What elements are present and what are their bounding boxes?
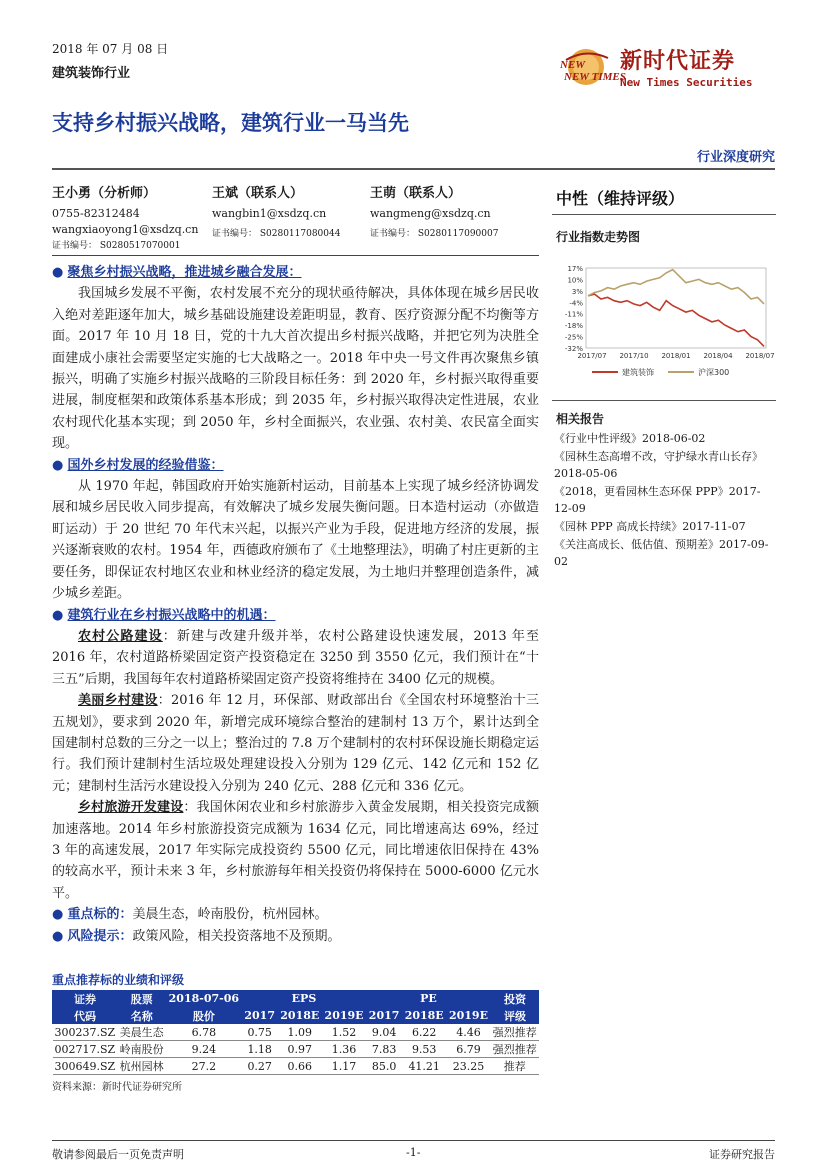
table-header-cell: 2019E [322,1007,366,1024]
rating: 中性（维持评级） [556,189,685,208]
x-tick-label: 2017/10 [619,352,649,360]
table-header-cell: 股票 [118,990,166,1007]
table-header-cell: EPS [242,990,366,1007]
y-tick-label: 10% [567,276,583,285]
table-cell: 0.75 [242,1024,278,1041]
table-cell: 1.36 [322,1041,366,1058]
table-cell: 6.22 [402,1024,446,1041]
table-header-cell: 投资 [491,990,539,1007]
bullet-icon: ● [52,907,64,923]
paragraph-label: 农村公路建设 [78,628,163,644]
table-cell: 0.66 [278,1058,322,1075]
y-tick-label: -25% [564,333,583,342]
y-tick-label: -18% [564,322,583,331]
table-cell: 23.25 [446,1058,490,1075]
section-paragraph: 我国城乡发展不平衡，农村发展不充分的现状亟待解决，具体体现在城乡居民收入绝对差距逐年加大，城乡基础设施建设差距明显，教育、医疗资源分配不均衡等方面。2017 年 10 月 18 日，党的十九大首次提出乡村振兴战略，并把它列为决胜全面建成小康社会需要坚定实施的七大战略之一。2018 年中央一号文件再次聚焦乡镇振兴，明确了实施乡村振兴战略的三阶段目标任务：到 2020 年，乡村振兴取得重要进展，制度框架和政策体系基本形成；到 2035 年，乡村振兴取得决定性进展，农业农村现代化基本实现；到 2050 年，乡村全面振兴，农业强、农村美、农民富全面实现。 [52,286,539,452]
analyst-email[interactable]: wangbin1@xsdzq.cn [212,207,327,220]
table-header-cell: 证券 [53,990,118,1007]
analyst-email[interactable]: wangmeng@xsdzq.cn [370,207,491,220]
report-type: 行业深度研究 [696,150,775,165]
table-header-cell: 股价 [166,1007,242,1024]
section-paragraph: 从 1970 年起，韩国政府开始实施新村运动，目前基本上实现了城乡经济协调发展和城乡居民收入同步提高，有效解决了城乡发展失衡问题。日本造村运动（亦做造町运动）于 20 世纪 70 年代末兴起，以振兴产业为手段，促进地方经济的发展，振兴逐渐衰败的农村。1954 年，西德政府颁布了《土地整理法》，明确了村庄更新的主要任务，即保证农村地区农业和林业经济的稳定发展，为土地归并整理创造条件，减少城乡差距。 [52,479,539,602]
section-heading: 国外乡村发展的经验借鉴： [67,457,224,473]
legend-label: 建筑装饰 [622,368,654,377]
focus-text: 美晨生态，岭南股份，杭州园林。 [132,907,328,923]
table-source: 资料来源：新时代证券研究所 [52,1082,182,1093]
index-chart [552,256,776,386]
table-cell: 1.18 [242,1041,278,1058]
section-heading: 聚焦乡村振兴战略，推进城乡融合发展： [67,265,302,280]
analyst-cert: 证书编号： S0280517070001 [52,241,181,251]
analyst-divider [52,255,539,256]
table-cell: 85.0 [366,1058,402,1075]
related-report-link[interactable]: 《园林 PPP 高成长持续》2017-11-07 [554,520,746,533]
analyst-name: 王小勇（分析师） [52,186,157,201]
table-row [53,1058,540,1075]
focus-label: 重点标的： [67,907,133,923]
table-header-cell: 2019E [446,1007,490,1024]
page-number: -1- [406,1146,421,1159]
x-tick-label: 2018/04 [703,352,733,360]
table-cell: 1.52 [322,1024,366,1041]
table-cell: 0.27 [242,1058,278,1075]
table-cell: 4.46 [446,1024,490,1041]
table-header-cell: 2018-07-06 [166,990,242,1007]
related-report-link[interactable]: 《2018，更看园林生态环保 PPP》2017-12-09 [554,485,761,515]
rating-divider [552,214,776,215]
analyst-cert: 证书编号： S0280117090007 [370,229,499,239]
footer-type: 证券研究报告 [709,1148,775,1161]
table-cell: 6.78 [166,1024,242,1041]
logo-mark-text: NEW TIMES [564,71,626,83]
report-title: 支持乡村振兴战略，建筑行业一马当先 [52,110,409,135]
table-cell: 1.17 [322,1058,366,1075]
table-row [53,1041,540,1058]
table-cell: 7.83 [366,1041,402,1058]
y-tick-label: 3% [571,287,583,296]
related-report-link[interactable]: 《园林生态高增不改，守护绿水青山长存》2018-05-06 [554,450,763,480]
table-header-cell: 2018E [402,1007,446,1024]
risk-label: 风险提示： [67,928,133,944]
table-cell: 强烈推荐 [491,1041,539,1058]
y-tick-label: 17% [567,265,583,273]
table-cell: 岭南股份 [118,1041,166,1058]
company-name: 新时代证券 [620,48,736,74]
table-header-cell: 2017 [242,1007,278,1024]
table-cell: 002717.SZ [53,1041,118,1058]
table-cell: 27.2 [166,1058,242,1075]
table-header-row [53,1007,540,1024]
analyst-card [212,186,340,242]
related-reports-title: 相关报告 [556,412,605,426]
table-header-cell: PE [366,990,490,1007]
table-cell: 300649.SZ [53,1058,118,1075]
index-chart-title: 行业指数走势图 [556,230,641,244]
paragraph-text: ：2016 年 12 月，环保部、财政部出台《全国农村环境整治十三五规划》，要求到 2020 年，新增完成环境综合整治的建制村 13 万个，累计达到全国建制村总数的三分之一以上；整治过的 7.8 万个建制村的农村环保设施长期稳定运行。我们预计建制村生活垃圾处理建设投入分别为 129 亿元、142 亿元和 152 亿元；建制村生活污水建设投入分别为 240 亿元、288 亿元和 336 亿元。 [52,693,539,794]
table-header-cell: 评级 [491,1007,539,1024]
y-tick-label: -11% [564,310,583,319]
x-tick-label: 2018/07 [745,352,775,360]
series-line-construction [588,294,764,346]
bullet-icon: ● [52,928,64,944]
table-cell: 1.09 [278,1024,322,1041]
main-body [52,262,539,947]
related-divider [552,400,776,401]
table-cell: 推荐 [491,1058,539,1075]
analyst-card [52,186,198,254]
recommend-table [52,990,539,1075]
legend-label: 沪深300 [698,368,730,377]
risk-text: 政策风险，相关投资落地不及预期。 [132,928,341,944]
section-paragraph [52,797,539,904]
analyst-email[interactable]: wangxiaoyong1@xsdzq.cn [52,223,199,236]
paragraph-text: ：新建与改建升级并举，农村公路建设快速发展，2013 年至 2016 年，农村道路桥梁固定资产投资稳定在 3250 到 3550 亿元，我们预计在“十三五”后期，我国每年农村道路桥梁固定资产投资将维持在 3400 亿元的规模。 [52,628,539,687]
sector-label: 建筑装饰行业 [52,66,131,81]
table-cell: 9.04 [366,1024,402,1041]
table-row [53,1024,540,1041]
analyst-name: 王萌（联系人） [370,186,462,201]
related-reports-list [554,430,776,571]
bullet-icon: ● [52,265,64,280]
analyst-card [370,186,498,242]
related-report-link[interactable]: 《行业中性评级》2018-06-02 [554,432,706,445]
report-date: 2018 年 07 月 08 日 [52,42,169,56]
table-cell: 9.24 [166,1041,242,1058]
table-cell: 0.97 [278,1041,322,1058]
table-cell: 9.53 [402,1041,446,1058]
table-header-cell: 2017 [366,1007,402,1024]
table-cell: 美晨生态 [118,1024,166,1041]
series-line-hs300 [588,270,764,304]
footer-divider [52,1140,775,1141]
paragraph-label: 美丽乡村建设 [78,693,158,709]
table-cell: 6.79 [446,1041,490,1058]
paragraph-text: ：我国休闲农业和乡村旅游步入黄金发展期，相关投资完成额加速落地。2014 年乡村旅游投资完成额为 1634 亿元，同比增速高达 69%，经过 3 年的高速发展，2017 年实际完成投资约 5500 亿元，同比增速依旧保持在 43%的较高水平，预计未来 3 年，乡村旅游每年相关投资仍将保持在 5000-6000 亿元水平。 [52,800,539,901]
section-paragraph [52,626,539,690]
company-logo-icon [556,40,626,94]
table-cell: 杭州园林 [118,1058,166,1075]
x-tick-label: 2017/07 [577,352,607,360]
section-paragraph [52,690,539,797]
bullet-icon: ● [52,607,64,623]
table-header-row [53,990,540,1007]
paragraph-label: 乡村旅游开发建设 [78,800,184,816]
x-tick-label: 2018/01 [661,352,691,360]
table-header-cell: 2018E [278,1007,322,1024]
related-report-link[interactable]: 《关注高成长、低估值、预期差》2017-09-02 [554,538,769,568]
analyst-cert: 证书编号： S0280117080044 [212,229,341,239]
analyst-name: 王斌（联系人） [212,186,304,201]
table-cell: 300237.SZ [53,1024,118,1041]
table-header-cell: 名称 [118,1007,166,1024]
table-cell: 41.21 [402,1058,446,1075]
y-tick-label: -4% [569,299,583,308]
bullet-icon: ● [52,457,64,473]
svg-text:NEW: NEW [560,59,586,71]
table-title: 重点推荐标的业绩和评级 [52,973,185,987]
table-cell: 强烈推荐 [491,1024,539,1041]
analyst-phone: 0755-82312484 [52,207,140,220]
header-divider [52,168,775,170]
company-name-en: New Times Securities [620,76,753,89]
table-header-cell: 代码 [53,1007,118,1024]
y-tick-label: -32% [564,345,583,353]
section-heading: 建筑行业在乡村振兴战略中的机遇： [67,607,276,623]
footer-disclaimer: 敬请参阅最后一页免责声明 [52,1148,184,1161]
